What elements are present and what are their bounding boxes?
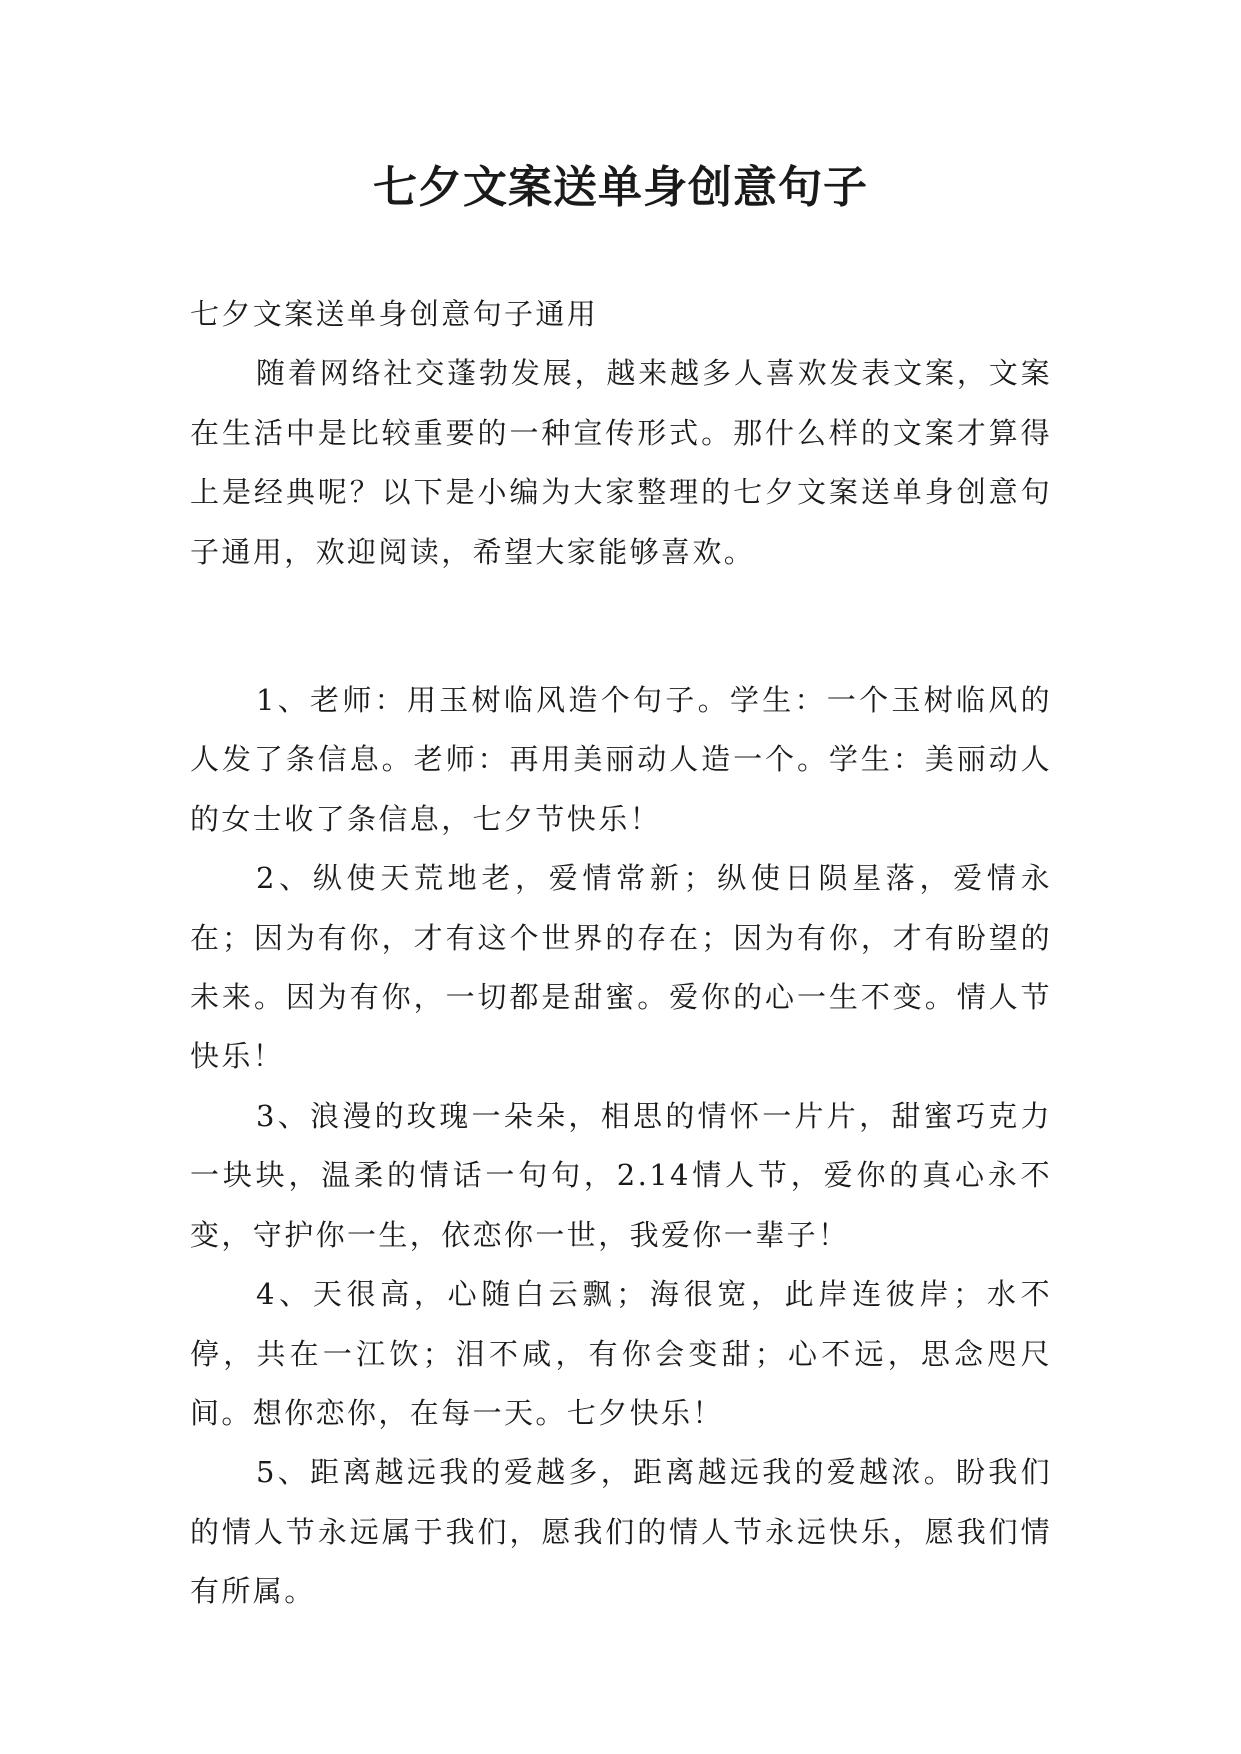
list-item: 1、老师：用玉树临风造个句子。学生：一个玉树临风的人发了条信息。老师：再用美丽动人造一个。学生：美丽动人的女士收了条信息，七夕节快乐！ bbox=[190, 683, 1052, 836]
list-item: 2、纵使天荒地老，爱情常新；纵使日陨星落，爱情永在；因为有你，才有这个世界的存在；因为有你，才有盼望的未来。因为有你，一切都是甜蜜。爱你的心一生不变。情人节快乐！ bbox=[190, 861, 1052, 1074]
document-title: 七夕文案送单身创意句子 bbox=[373, 162, 868, 213]
list-item: 4、天很高，心随白云飘；海很宽，此岸连彼岸；水不停，共在一江饮；泪不咸，有你会变甜；心不远，思念咫尺间。想你恋你，在每一天。七夕快乐！ bbox=[190, 1277, 1052, 1430]
document-subtitle: 七夕文案送单身创意句子通用 bbox=[190, 297, 599, 331]
list-item: 5、距离越远我的爱越多，距离越远我的爱越浓。盼我们的情人节永远属于我们，愿我们的情人节永远快乐，愿我们情有所属。 bbox=[190, 1455, 1052, 1609]
paragraph-gap bbox=[190, 582, 1052, 671]
document-body bbox=[190, 285, 1052, 1622]
intro-paragraph: 随着网络社交蓬勃发展，越来越多人喜欢发表文案，文案在生活中是比较重要的一种宣传形式。那什么样的文案才算得上是经典呢？以下是小编为大家整理的七夕文案送单身创意句子通用，欢迎阅读，希望大家能够喜欢。 bbox=[190, 356, 1052, 569]
list-item: 3、浪漫的玫瑰一朵朵，相思的情怀一片片，甜蜜巧克力一块块，温柔的情话一句句，2.14情人节，爱你的真心永不变，守护你一生，依恋你一世，我爱你一辈子！ bbox=[190, 1098, 1052, 1252]
